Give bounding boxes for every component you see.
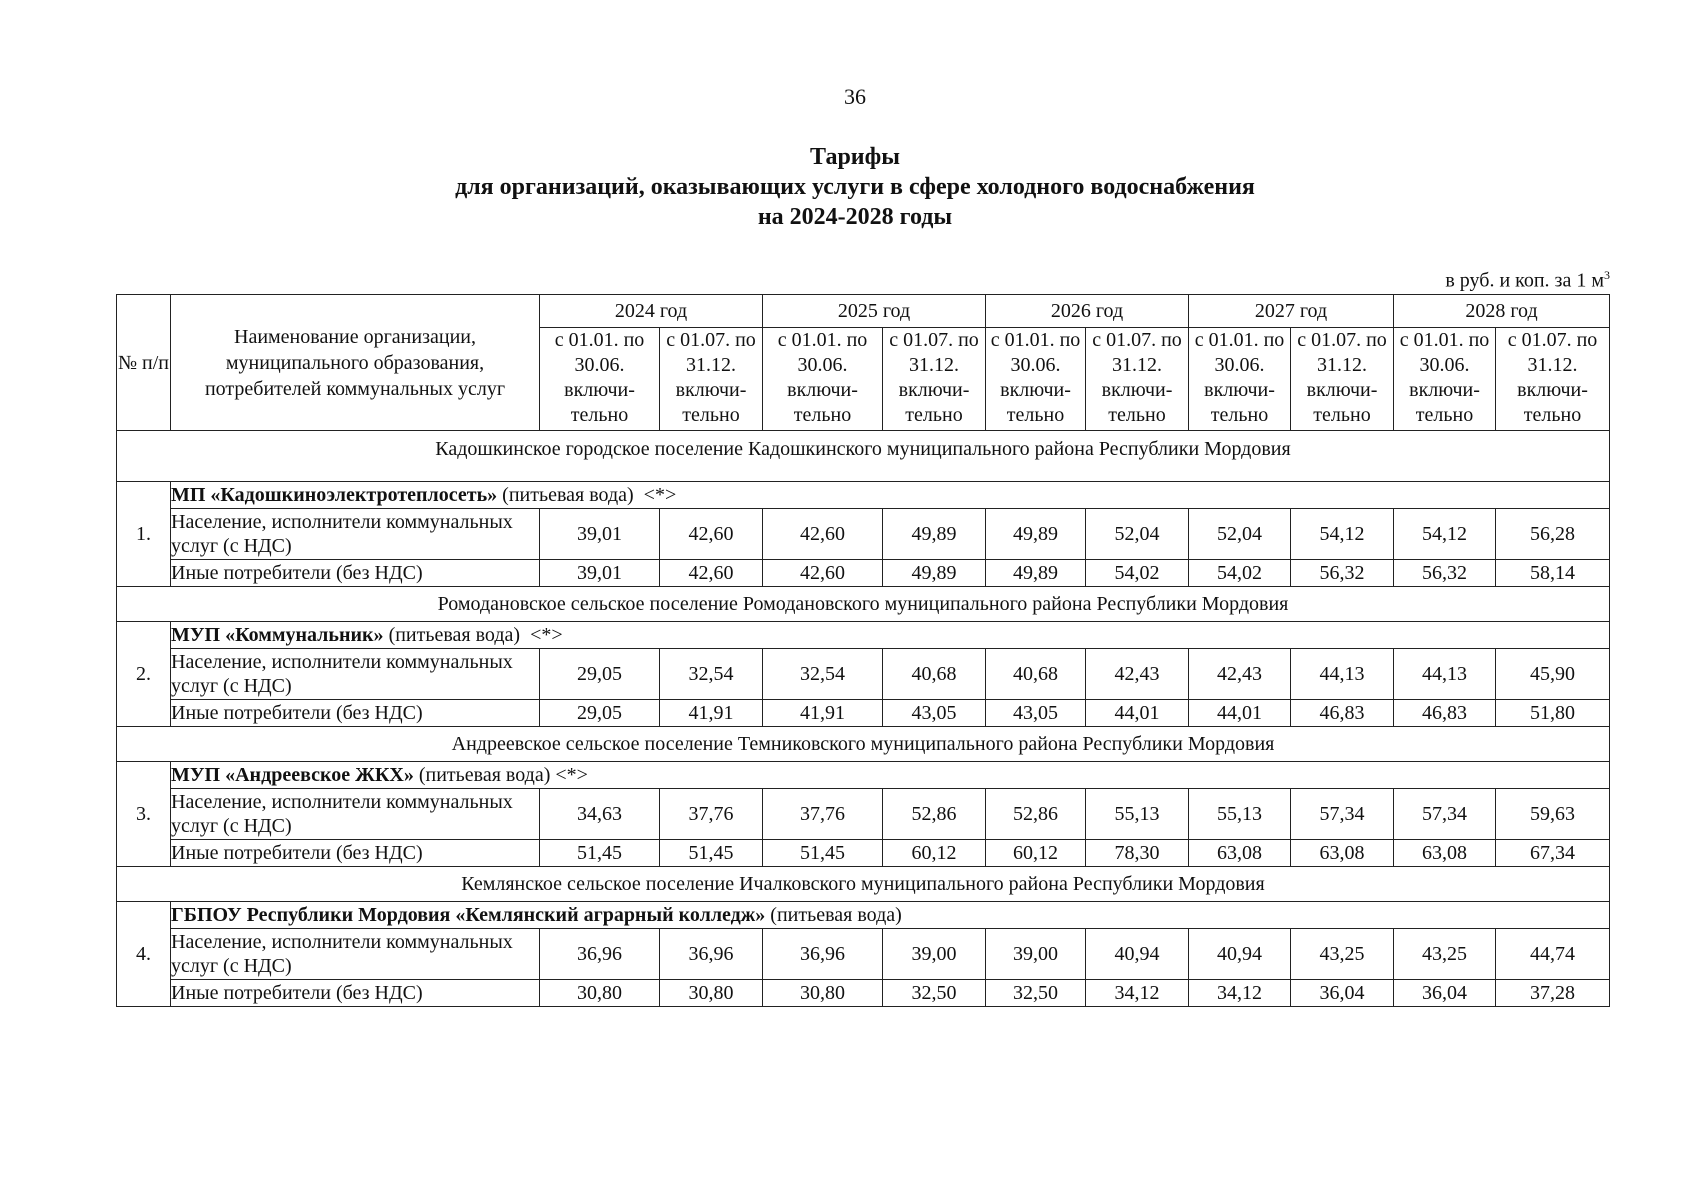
- tariff-row: [117, 560, 1610, 587]
- tariff-value: 49,89: [986, 509, 1086, 560]
- region-row: [117, 727, 1610, 762]
- tariff-row: [117, 649, 1610, 700]
- tariff-value: 42,43: [1086, 649, 1189, 700]
- consumer-category: Иные потребители (без НДС): [171, 560, 540, 587]
- header-year-2025: 2025 год: [763, 295, 986, 328]
- org-row: [117, 762, 1610, 789]
- org-name-suffix: (питьевая вода) <*>: [497, 484, 677, 506]
- tariff-row: [117, 840, 1610, 867]
- tariff-value: 59,63: [1496, 789, 1610, 840]
- org-name-suffix: (питьевая вода) <*>: [413, 764, 588, 786]
- tariff-row: [117, 509, 1610, 560]
- tariff-value: 44,13: [1394, 649, 1496, 700]
- title-line-1: Тарифы: [810, 144, 900, 170]
- tariff-value: 44,01: [1086, 700, 1189, 727]
- units-superscript: 3: [1604, 268, 1610, 282]
- region-name: Ромодановское сельское поселение Ромодановского муниципального района Республики Мордовия: [117, 587, 1610, 622]
- header-name: Наименование организации, муниципального образования, потребителей коммунальных услуг: [171, 295, 540, 431]
- tariff-value: 56,28: [1496, 509, 1610, 560]
- tariff-value: 39,01: [540, 509, 660, 560]
- tariff-value: 43,25: [1291, 929, 1394, 980]
- header-period-second: с 01.07. по 31.12. включи-тельно: [1086, 328, 1189, 431]
- tariff-value: 60,12: [986, 840, 1086, 867]
- tariff-value: 34,12: [1189, 980, 1291, 1007]
- tariff-value: 29,05: [540, 700, 660, 727]
- header-period-second: с 01.07. по 31.12. включи-тельно: [1291, 328, 1394, 431]
- tariff-value: 42,43: [1189, 649, 1291, 700]
- tariff-value: 63,08: [1189, 840, 1291, 867]
- tariff-value: 55,13: [1189, 789, 1291, 840]
- tariff-value: 32,50: [883, 980, 986, 1007]
- tariff-row: [117, 980, 1610, 1007]
- header-num: № п/п: [117, 295, 171, 431]
- tariff-value: 49,89: [883, 560, 986, 587]
- org-row: [117, 902, 1610, 929]
- region-row: [117, 867, 1610, 902]
- org-name: [171, 622, 1610, 649]
- page-title: [0, 142, 1697, 232]
- tariff-value: 40,68: [883, 649, 986, 700]
- units-note: [1390, 268, 1610, 293]
- tariff-value: 37,76: [660, 789, 763, 840]
- tariff-value: 52,04: [1086, 509, 1189, 560]
- region-name: Андреевское сельское поселение Темниковского муниципального района Республики Мордовия: [117, 727, 1610, 762]
- tariff-table: [116, 294, 1610, 1007]
- tariff-row: [117, 929, 1610, 980]
- tariff-value: 43,25: [1394, 929, 1496, 980]
- org-row: [117, 622, 1610, 649]
- consumer-category: Население, исполнители коммунальных услуг (с НДС): [171, 509, 540, 560]
- tariff-value: 42,60: [763, 509, 883, 560]
- region-name: Кадошкинское городское поселение Кадошкинского муниципального района Республики Мордовия: [117, 431, 1610, 482]
- org-name-bold: МП «Кадошкиноэлектротеплосеть»: [171, 484, 498, 506]
- tariff-value: 37,76: [763, 789, 883, 840]
- row-number: 3.: [117, 762, 171, 867]
- consumer-category: Иные потребители (без НДС): [171, 840, 540, 867]
- tariff-value: 51,80: [1496, 700, 1610, 727]
- tariff-value: 32,54: [763, 649, 883, 700]
- org-name: [171, 762, 1610, 789]
- org-name: [171, 902, 1610, 929]
- tariff-value: 54,12: [1291, 509, 1394, 560]
- tariff-value: 41,91: [763, 700, 883, 727]
- tariff-row: [117, 789, 1610, 840]
- header-period-first: с 01.01. по 30.06. включи-тельно: [1394, 328, 1496, 431]
- tariff-value: 56,32: [1291, 560, 1394, 587]
- tariff-value: 39,00: [986, 929, 1086, 980]
- org-name: [171, 482, 1610, 509]
- title-line-3: на 2024-2028 годы: [757, 204, 953, 230]
- tariff-value: 34,63: [540, 789, 660, 840]
- tariff-value: 67,34: [1496, 840, 1610, 867]
- org-row: [117, 482, 1610, 509]
- tariff-value: 40,68: [986, 649, 1086, 700]
- org-name-suffix: (питьевая вода): [765, 904, 902, 926]
- page-number: 36: [844, 84, 866, 109]
- tariff-value: 39,00: [883, 929, 986, 980]
- consumer-category: Население, исполнители коммунальных услуг (с НДС): [171, 789, 540, 840]
- header-period-first: с 01.01. по 30.06. включи-тельно: [540, 328, 660, 431]
- header-period-second: с 01.07. по 31.12. включи-тельно: [883, 328, 986, 431]
- tariff-value: 63,08: [1394, 840, 1496, 867]
- units-text: в руб. и коп. за 1 м: [1445, 269, 1604, 292]
- header-period-first: с 01.01. по 30.06. включи-тельно: [763, 328, 883, 431]
- tariff-value: 42,60: [763, 560, 883, 587]
- tariff-value: 52,86: [883, 789, 986, 840]
- tariff-value: 58,14: [1496, 560, 1610, 587]
- tariff-value: 52,04: [1189, 509, 1291, 560]
- tariff-value: 44,13: [1291, 649, 1394, 700]
- tariff-value: 39,01: [540, 560, 660, 587]
- region-row: [117, 587, 1610, 622]
- tariff-value: 32,54: [660, 649, 763, 700]
- row-number: 4.: [117, 902, 171, 1007]
- tariff-value: 30,80: [540, 980, 660, 1007]
- tariff-value: 57,34: [1394, 789, 1496, 840]
- tariff-value: 36,04: [1291, 980, 1394, 1007]
- tariff-value: 40,94: [1086, 929, 1189, 980]
- table-header: [117, 295, 1610, 431]
- tariff-value: 34,12: [1086, 980, 1189, 1007]
- consumer-category: Население, исполнители коммунальных услуг (с НДС): [171, 649, 540, 700]
- header-year-2024: 2024 год: [540, 295, 763, 328]
- tariff-value: 36,04: [1394, 980, 1496, 1007]
- tariff-value: 45,90: [1496, 649, 1610, 700]
- header-period-first: с 01.01. по 30.06. включи-тельно: [986, 328, 1086, 431]
- tariff-value: 46,83: [1291, 700, 1394, 727]
- tariff-value: 36,96: [763, 929, 883, 980]
- tariff-value: 54,02: [1189, 560, 1291, 587]
- org-name-bold: МУП «Коммунальник»: [171, 624, 384, 646]
- tariff-value: 36,96: [540, 929, 660, 980]
- tariff-value: 30,80: [660, 980, 763, 1007]
- row-number: 2.: [117, 622, 171, 727]
- tariff-value: 51,45: [540, 840, 660, 867]
- header-period-second: с 01.07. по 31.12. включи-тельно: [660, 328, 763, 431]
- title-line-2: для организаций, оказывающих услуги в сфере холодного водоснабжения: [455, 174, 1255, 200]
- tariff-row: [117, 700, 1610, 727]
- tariff-value: 29,05: [540, 649, 660, 700]
- org-name-bold: ГБПОУ Республики Мордовия «Кемлянский аграрный колледж»: [171, 904, 766, 926]
- row-number: 1.: [117, 482, 171, 587]
- tariff-value: 78,30: [1086, 840, 1189, 867]
- tariff-value: 41,91: [660, 700, 763, 727]
- header-period-first: с 01.01. по 30.06. включи-тельно: [1189, 328, 1291, 431]
- tariff-value: 55,13: [1086, 789, 1189, 840]
- tariff-value: 44,01: [1189, 700, 1291, 727]
- tariff-value: 51,45: [763, 840, 883, 867]
- consumer-category: Иные потребители (без НДС): [171, 980, 540, 1007]
- tariff-value: 60,12: [883, 840, 986, 867]
- tariff-value: 30,80: [763, 980, 883, 1007]
- tariff-value: 42,60: [660, 509, 763, 560]
- tariff-value: 37,28: [1496, 980, 1610, 1007]
- tariff-value: 40,94: [1189, 929, 1291, 980]
- tariff-value: 32,50: [986, 980, 1086, 1007]
- header-year-2027: 2027 год: [1189, 295, 1394, 328]
- tariff-value: 51,45: [660, 840, 763, 867]
- tariff-value: 56,32: [1394, 560, 1496, 587]
- tariff-value: 52,86: [986, 789, 1086, 840]
- org-name-bold: МУП «Андреевское ЖКХ»: [171, 764, 414, 786]
- tariff-value: 44,74: [1496, 929, 1610, 980]
- tariff-value: 36,96: [660, 929, 763, 980]
- consumer-category: Иные потребители (без НДС): [171, 700, 540, 727]
- tariff-value: 54,02: [1086, 560, 1189, 587]
- tariff-value: 49,89: [986, 560, 1086, 587]
- header-year-2026: 2026 год: [986, 295, 1189, 328]
- header-year-2028: 2028 год: [1394, 295, 1610, 328]
- org-name-suffix: (питьевая вода) <*>: [383, 624, 563, 646]
- consumer-category: Население, исполнители коммунальных услуг (с НДС): [171, 929, 540, 980]
- tariff-value: 57,34: [1291, 789, 1394, 840]
- region-row: [117, 431, 1610, 482]
- tariff-value: 42,60: [660, 560, 763, 587]
- table-body: [117, 431, 1610, 1007]
- tariff-value: 43,05: [986, 700, 1086, 727]
- header-period-second: с 01.07. по 31.12. включи-тельно: [1496, 328, 1610, 431]
- tariff-value: 43,05: [883, 700, 986, 727]
- tariff-value: 54,12: [1394, 509, 1496, 560]
- region-name: Кемлянское сельское поселение Ичалковского муниципального района Республики Мордовия: [117, 867, 1610, 902]
- tariff-value: 46,83: [1394, 700, 1496, 727]
- tariff-value: 49,89: [883, 509, 986, 560]
- tariff-value: 63,08: [1291, 840, 1394, 867]
